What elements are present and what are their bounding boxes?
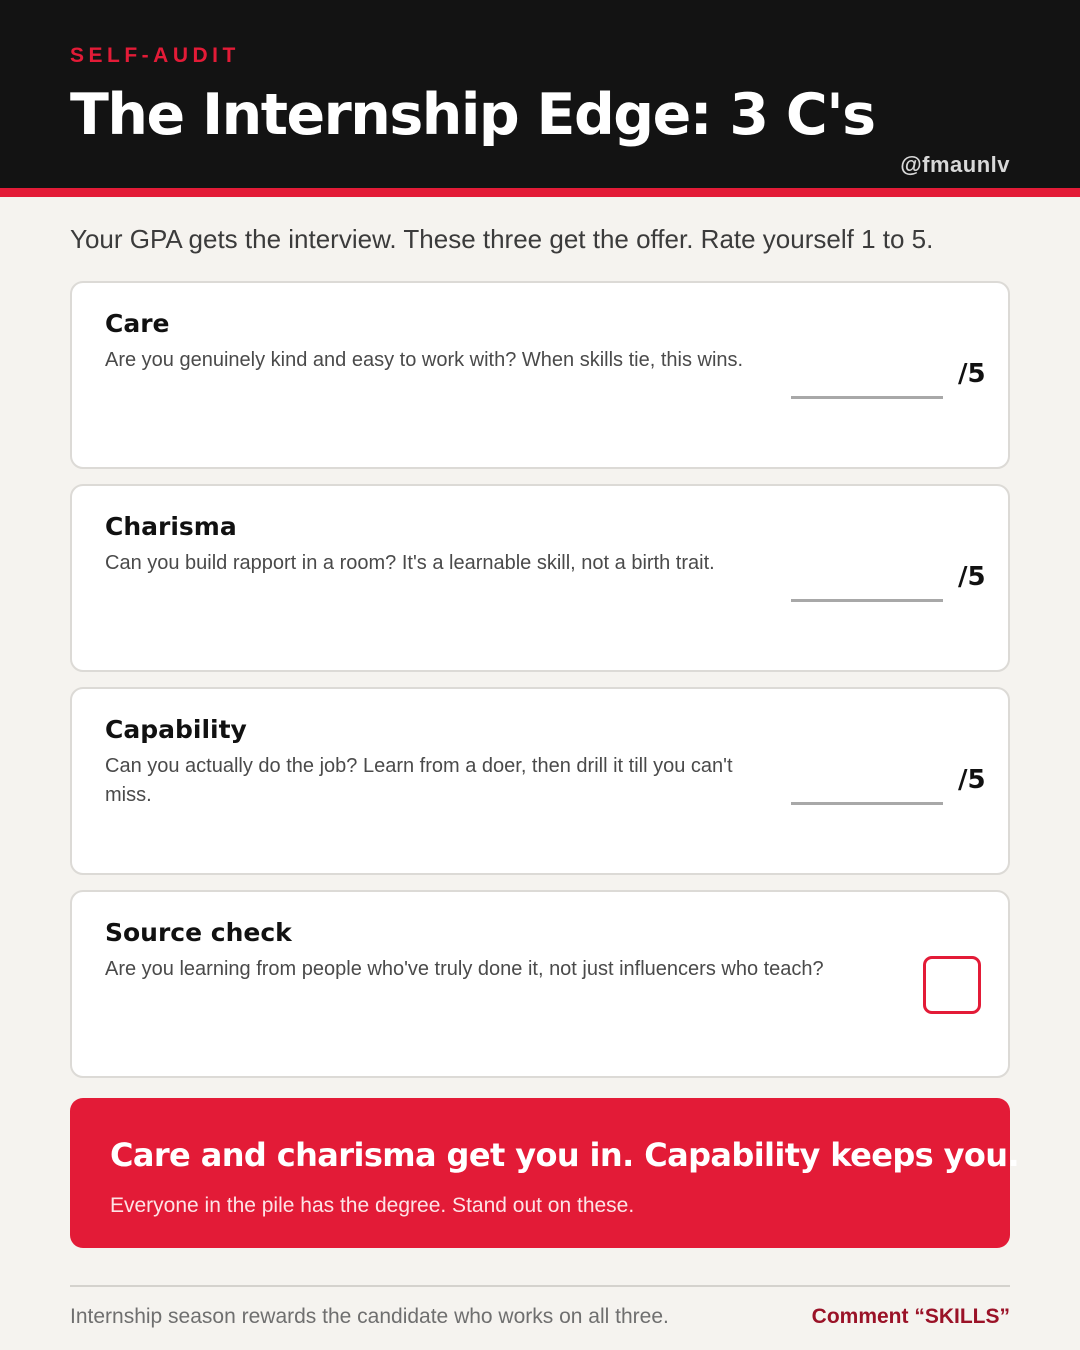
source-check-checkbox[interactable] [923,956,981,1014]
page-title: The Internship Edge: 3 C's [70,82,875,148]
card-title: Charisma [105,512,237,541]
card-description: Can you actually do the job? Learn from a doer, then drill it till you can't miss. [105,755,733,806]
footer-note: Internship season rewards the candidate who works on all three. [70,1305,669,1328]
header-accent-rule [0,188,1080,197]
card-title: Care [105,309,170,338]
card-source-check [70,890,1010,1078]
score-input-line[interactable] [791,396,943,399]
intro-text: Your GPA gets the interview. These three get the offer. Rate yourself 1 to 5. [70,224,934,254]
callout-headline: Care and charisma get you in. Capability keeps you. [110,1136,1019,1174]
card-description: Are you learning from people who've truly done it, not just influencers who teach? [105,958,824,980]
card-charisma [70,484,1010,672]
eyebrow-label: SELF-AUDIT [70,44,240,67]
card-capability [70,687,1010,875]
card-description: Can you build rapport in a room? It's a learnable skill, not a birth trait. [105,552,715,574]
score-input-line[interactable] [791,599,943,602]
card-care [70,281,1010,469]
card-description: Are you genuinely kind and easy to work with? When skills tie, this wins. [105,349,744,371]
callout-banner [70,1098,1019,1248]
card-title: Source check [105,918,292,947]
score-input-line[interactable] [791,802,943,805]
author-handle: @fmaunlv [900,152,1010,177]
score-denominator: /5 [958,562,986,592]
callout-subtext: Everyone in the pile has the degree. Stand out on these. [110,1194,635,1217]
score-denominator: /5 [958,765,986,795]
card-title: Capability [105,715,247,744]
footer-divider [70,1285,1010,1287]
comment-cta-link[interactable]: Comment “SKILLS” [811,1305,1010,1328]
score-denominator: /5 [958,359,986,389]
